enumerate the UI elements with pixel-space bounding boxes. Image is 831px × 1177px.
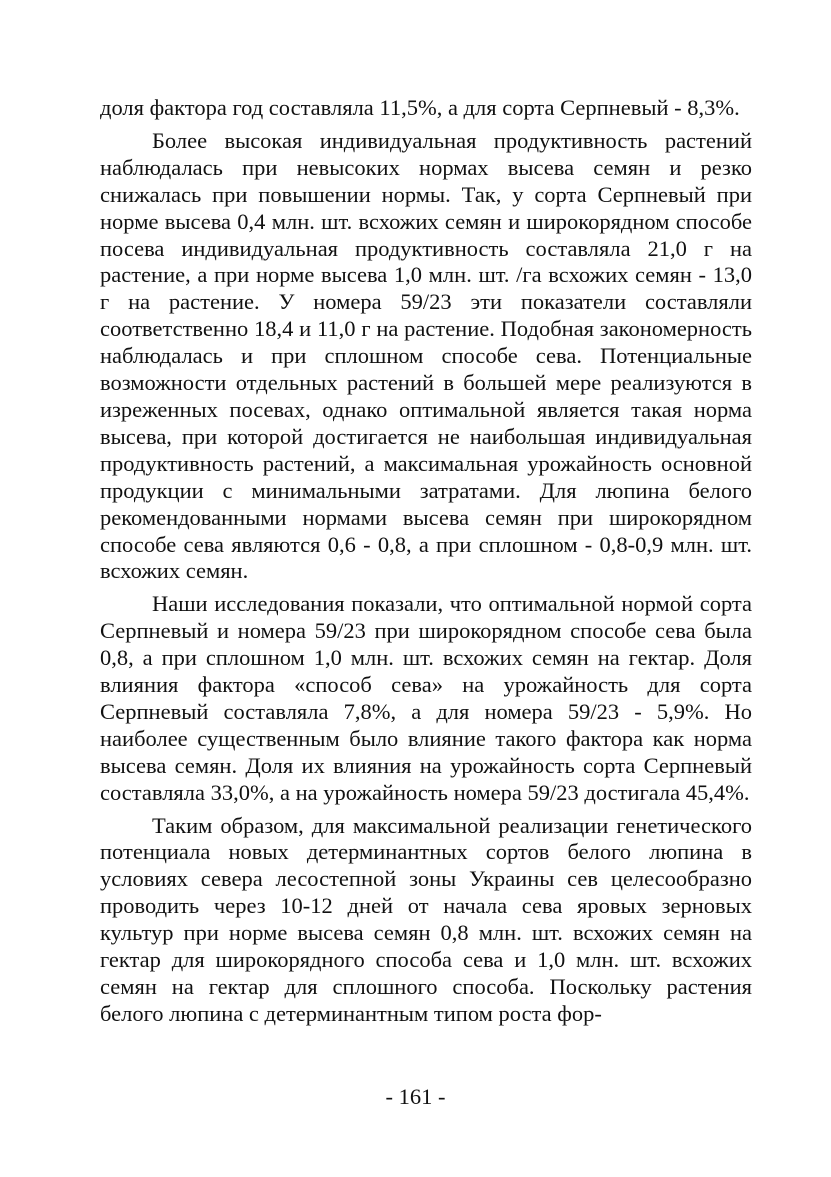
- paragraph-conclusion: Таким образом, для максимальной реализации генетического потенциала новых детерминантных сортов белого люпина в условиях севера лесостепной зоны Украины сев целесообразно проводить через 10-12 дней от начала сева яровых зерновых культур при норме высева семян 0,8 млн. шт. всхожих семян на гектар для широкорядного способа сева и 1,0 млн. шт. всхожих семян на гектар для сплошного способа. Поскольку растения белого люпина с детерминантным типом роста фор-: [100, 812, 752, 1026]
- paragraph-continuation: доля фактора год составляла 11,5%, а для сорта Серпневый - 8,3%.: [100, 95, 740, 120]
- paragraph-productivity: Более высокая индивидуальная продуктивность растений наблюдалась при невысоких нормах высева семян и резко снижалась при повышении нормы. Так, у сорта Серпневый при норме высева 0,4 млн. шт. всхожих семян и широкорядном способе посева индивидуальная продуктивность составляла 21,0 г на растение, а при норме высева 1,0 млн. шт. /га всхожих семян - 13,0 г на растение. У номера 59/23 эти показатели составляли соответственно 18,4 и 11,0 г на растение. Подобная закономерность наблюдалась и при сплошном способе сева. Потенциальные возможности отдельных растений в большей мере реализуются в изреженных посевах, однако оптимальной является такая норма высева, при которой достигается не наибольшая индивидуальная продуктивность растений, а максимальная урожайность основной продукции с минимальными затратами. Для люпина белого рекомендованными нормами высева семян при широкорядном способе сева являются 0,6 - 0,8, а при сплошном - 0,8-0,9 млн. шт. всхожих семян.: [100, 127, 752, 584]
- page-body: [100, 95, 752, 1034]
- paragraph-research-results: Наши исследования показали, что оптимальной нормой сорта Серпневый и номера 59/23 при широкорядном способе сева была 0,8, а при сплошном 1,0 млн. шт. всхожих семян на гектар. Доля влияния фактора «способ сева» на урожайность для сорта Серпневый составляла 7,8%, а для номера 59/23 - 5,9%. Но наиболее существенным было влияние такого фактора как норма высева семян. Доля их влияния на урожайность сорта Серпневый составляла 33,0%, а на урожайность номера 59/23 достигала 45,4%.: [100, 591, 752, 805]
- page-number: - 161 -: [385, 1084, 446, 1109]
